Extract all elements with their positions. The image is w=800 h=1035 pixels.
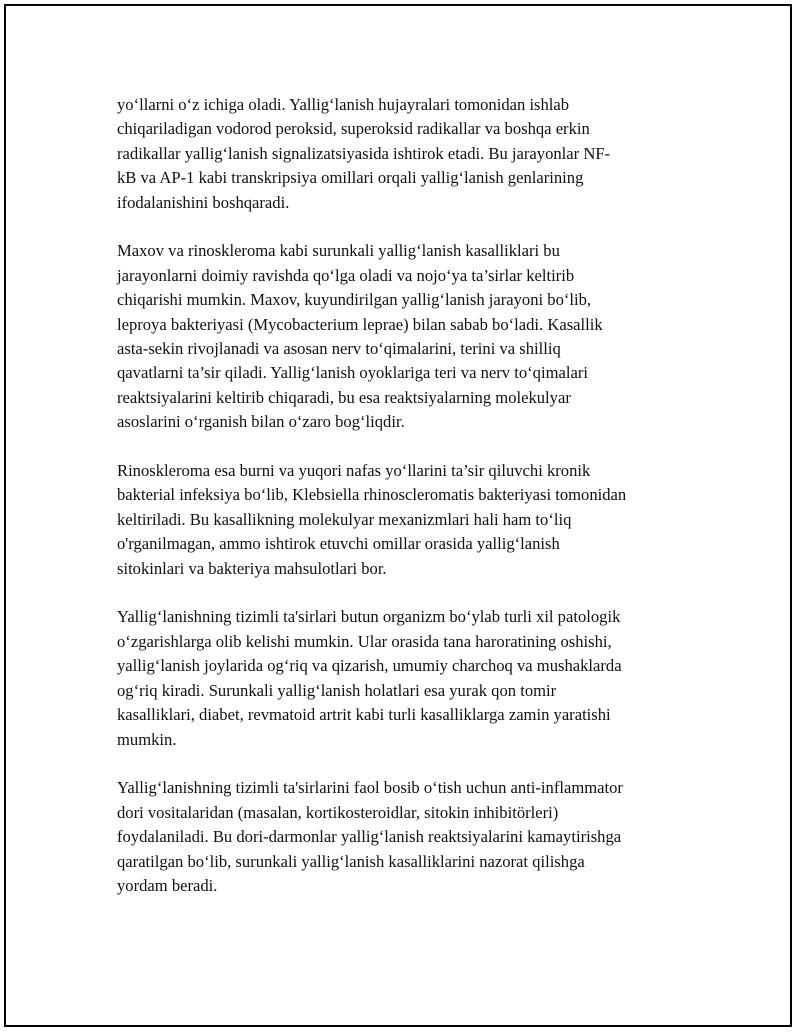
text-line: asoslarini o‘rganish bilan o‘zaro bog‘liqdir.	[117, 412, 405, 432]
text-line: kB va AP-1 kabi transkripsiya omillari orqali yallig‘lanish genlarining	[117, 168, 584, 188]
paragraph-3	[117, 459, 677, 581]
text-line: leproya bakteriyasi (Mycobacterium leprae) bilan sabab bo‘ladi. Kasallik	[117, 314, 603, 334]
text-line: dori vositalaridan (masalan, kortikosteroidlar, sitokin inhibitörleri)	[117, 802, 559, 822]
document-body	[117, 93, 677, 898]
text-line: radikallar yallig‘lanish signalizatsiyasida ishtirok etadi. Bu jarayonlar NF-	[117, 143, 611, 163]
text-line: Rinoskleroma esa burni va yuqori nafas yo‘llarini ta’sir qiluvchi kronik	[117, 461, 591, 481]
text-line: qavatlarni ta’sir qiladi. Yallig‘lanish oyoklariga teri va nerv to‘qimalari	[117, 363, 588, 383]
text-line: mumkin.	[117, 729, 177, 749]
text-line: keltiriladi. Bu kasallikning molekulyar mexanizmlari hali ham to‘liq	[117, 509, 572, 529]
text-line: qaratilgan bo‘lib, surunkali yallig‘lanish kasalliklarini nazorat qilishga	[117, 851, 585, 871]
text-line: chiqariladigan vodorod peroksid, superoksid radikallar va boshqa erkin	[117, 119, 590, 139]
text-line: Yallig‘lanishning tizimli ta'sirlari butun organizm bo‘ylab turli xil patologik	[117, 607, 621, 627]
text-line: asta-sekin rivojlanadi va asosan nerv to‘qimalarini, terini va shilliq	[117, 339, 561, 359]
paragraph-2	[117, 239, 677, 434]
paragraph-4	[117, 605, 677, 751]
paragraph-1	[117, 93, 677, 215]
paragraph-5	[117, 776, 677, 898]
text-line: yordam beradi.	[117, 875, 218, 895]
text-line: bakterial infeksiya bo‘lib, Klebsiella rhinoscleromatis bakteriyasi tomonidan	[117, 485, 627, 505]
text-line: jarayonlarni doimiy ravishda qo‘lga oladi va nojo‘ya ta’sirlar keltirib	[117, 265, 575, 285]
text-line: chiqarishi mumkin. Maxov, kuyundirilgan yallig‘lanish jarayoni bo‘lib,	[117, 290, 592, 310]
text-line: sitokinlari va bakteriya mahsulotlari bor.	[117, 558, 387, 578]
text-line: yallig‘lanish joylarida og‘riq va qizarish, umumiy charchoq va mushaklarda	[117, 656, 622, 676]
text-line: og‘riq kiradi. Surunkali yallig‘lanish holatlari esa yurak qon tomir	[117, 680, 557, 700]
text-line: foydalaniladi. Bu dori-darmonlar yallig‘lanish reaktsiyalarini kamaytirishga	[117, 827, 622, 847]
text-line: o‘zgarishlarga olib kelishi mumkin. Ular orasida tana haroratining oshishi,	[117, 631, 612, 651]
text-line: ifodalanishini boshqaradi.	[117, 192, 290, 212]
text-line: kasalliklari, diabet, revmatoid artrit kabi turli kasalliklarga zamin yaratishi	[117, 705, 611, 725]
text-line: Maxov va rinoskleroma kabi surunkali yallig‘lanish kasalliklari bu	[117, 241, 560, 261]
text-line: o'rganilmagan, ammo ishtirok etuvchi omillar orasida yallig‘lanish	[117, 534, 560, 554]
text-line: reaktsiyalarini keltirib chiqaradi, bu esa reaktsiyalarning molekulyar	[117, 387, 571, 407]
text-line: yo‘llarni o‘z ichiga oladi. Yallig‘lanish hujayralari tomonidan ishlab	[117, 95, 570, 114]
text-line: Yallig‘lanishning tizimli ta'sirlarini faol bosib o‘tish uchun anti-inflammator	[117, 778, 623, 798]
